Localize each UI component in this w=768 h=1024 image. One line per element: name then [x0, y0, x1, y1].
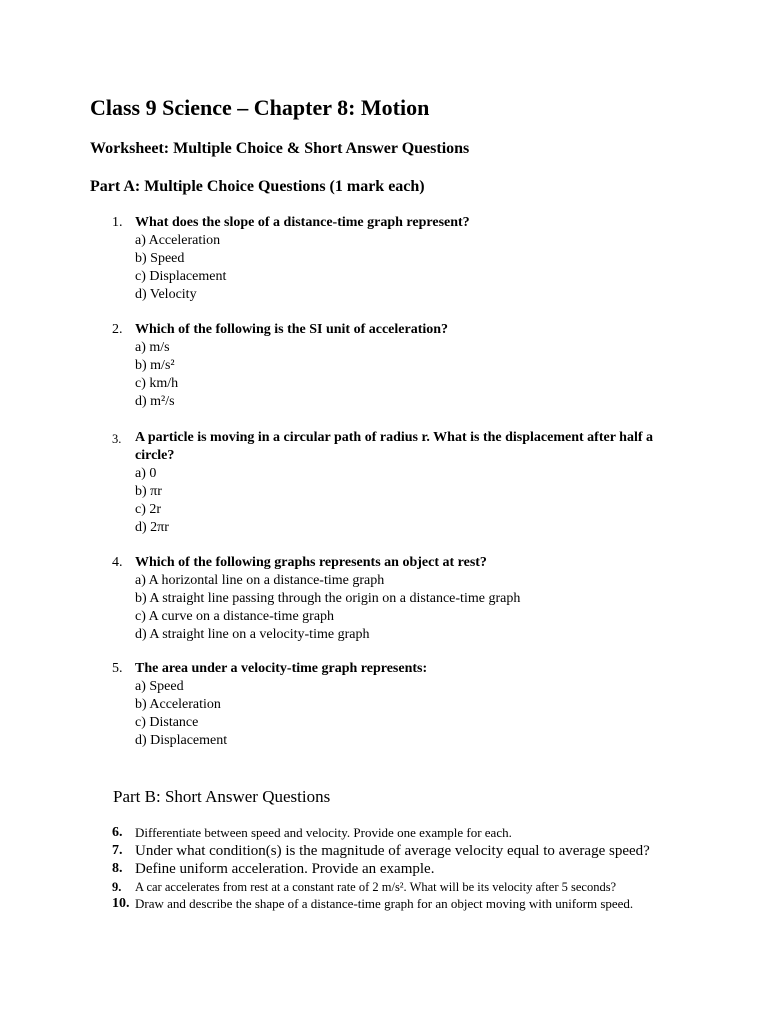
question-text: What does the slope of a distance-time graph represent?: [135, 215, 470, 230]
question-text: Differentiate between speed and velocity. Provide one example for each.: [135, 825, 512, 840]
question-number: 3.: [112, 432, 122, 446]
option-b: b) A straight line passing through the origin on a distance-time graph: [135, 591, 521, 606]
question-text: Under what condition(s) is the magnitude of average velocity equal to average speed?: [135, 843, 650, 859]
question-number: 2.: [112, 322, 123, 337]
option-b: b) Acceleration: [135, 697, 221, 712]
option-d: d) Velocity: [135, 287, 197, 302]
option-b: b) m/s²: [135, 358, 175, 373]
option-a: a) m/s: [135, 340, 170, 355]
option-d: d) 2πr: [135, 520, 169, 535]
option-a: a) A horizontal line on a distance-time graph: [135, 573, 385, 588]
question-text: A particle is moving in a circular path of radius r. What is the displacement after half a circle?: [135, 430, 654, 463]
question-text: Which of the following is the SI unit of acceleration?: [135, 322, 449, 337]
option-c: c) A curve on a distance-time graph: [135, 609, 335, 624]
question-number: 6.: [112, 825, 123, 840]
question-number: 1.: [112, 215, 123, 230]
question-number: 8.: [112, 861, 123, 876]
page-title: Class 9 Science – Chapter 8: Motion: [90, 95, 430, 120]
option-a: a) Acceleration: [135, 233, 221, 248]
question-number: 4.: [112, 555, 123, 570]
option-c: c) 2r: [135, 502, 162, 517]
question-text: Which of the following graphs represents an object at rest?: [135, 555, 487, 570]
question-text: Define uniform acceleration. Provide an example.: [135, 861, 435, 877]
option-a: a) Speed: [135, 679, 184, 694]
question-number: 9.: [112, 880, 122, 894]
option-a: a) 0: [135, 466, 157, 481]
question-text: A car accelerates from rest at a constant rate of 2 m/s². What will be its velocity after 5 seconds?: [135, 880, 617, 894]
option-c: c) km/h: [135, 376, 179, 391]
option-c: c) Displacement: [135, 269, 227, 284]
question-number: 5.: [112, 661, 123, 676]
option-d: d) m²/s: [135, 394, 175, 409]
option-b: b) Speed: [135, 251, 185, 266]
option-d: d) Displacement: [135, 733, 228, 748]
option-d: d) A straight line on a velocity-time graph: [135, 627, 370, 642]
question-text: Draw and describe the shape of a distance-time graph for an object moving with uniform speed.: [135, 896, 634, 911]
option-c: c) Distance: [135, 715, 199, 730]
question-number: 10.: [112, 896, 130, 911]
question-text: The area under a velocity-time graph represents:: [135, 661, 428, 676]
question-number: 7.: [112, 843, 123, 858]
part-a-heading: Part A: Multiple Choice Questions (1 mark each): [90, 178, 425, 195]
worksheet-subtitle: Worksheet: Multiple Choice & Short Answer Questions: [90, 140, 470, 157]
part-b-heading: Part B: Short Answer Questions: [113, 787, 331, 806]
option-b: b) πr: [135, 484, 162, 499]
